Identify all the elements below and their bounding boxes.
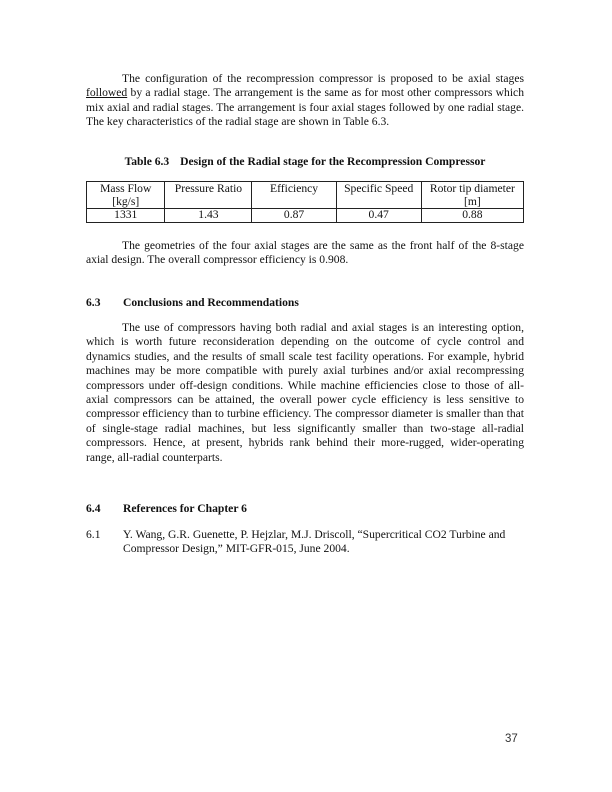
header-unit: [kg/s] [112,194,140,208]
header-pressure-ratio [165,182,252,209]
page-number: 37 [505,733,518,745]
header-mass-flow [87,182,165,209]
header-efficiency [252,182,336,209]
intro-paragraph [86,72,524,130]
cell-efficiency: 0.87 [252,209,336,223]
header-label: Pressure Ratio [174,182,243,195]
table-header-row [87,182,524,209]
intro-text-end: by a radial stage. The arrangement is the same as for most other compressors which mix axial and radial stages. The arrangement is four axial stages followed by one radial stage. The key characteristics of the radial stage are shown in Table 6.3. [86,86,524,129]
document-page [86,72,524,556]
conclusions-paragraph: The use of compressors having both radial and axial stages is an interesting option, which is worth future reconsideration depending on the outcome of cycle control and dynamics studies, and the results of small scale test facility operations. For example, hybrid machines may be more compatible with purely axial turbines and/or axial recompressing compressors under off-design conditions. While machine efficiencies close to those of all-axial compressors can be attained, the overall power cycle efficiency is less sensitive to compressor efficiency than to turbine efficiency. The compressor diameter is smaller than that of single-stage radial machines, but less significantly smaller than two-stage all-radial compressors. Hence, at present, hybrids rank behind their more-rugged, wider-operating range, all-radial counterparts. [86,321,524,464]
table-number: Table 6.3 [124,155,170,168]
section-number: 6.3 [86,296,101,309]
radial-stage-table [86,181,524,223]
header-label: Rotor tip diameter [429,182,515,195]
header-label: Mass Flow [100,182,152,195]
header-label: Specific Speed [344,182,414,195]
section-title: References for Chapter 6 [123,502,247,515]
section-title: Conclusions and Recommendations [123,296,299,309]
geometry-paragraph: The geometries of the four axial stages are the same as the front half of the 8-stage axial design. The overall compressor efficiency is 0.908. [86,239,524,267]
table-title: Design of the Radial stage for the Recompression Compressor [180,155,486,168]
reference-text: Y. Wang, G.R. Guenette, P. Hejzlar, M.J. Driscoll, “Supercritical CO2 Turbine and Compressor Design,” MIT-GFR-015, June 2004. [123,528,506,556]
cell-rotor-tip-diameter: 0.88 [421,209,523,223]
header-label: Efficiency [270,182,319,195]
cell-specific-speed: 0.47 [336,209,421,223]
underlined-word: followed [86,86,128,100]
header-specific-speed [336,182,421,209]
table-row [87,209,524,223]
table-caption [86,155,524,168]
cell-mass-flow: 1331 [87,209,165,223]
intro-text-start: The configuration of the recompression compressor is proposed to be axial stages [122,72,524,85]
cell-pressure-ratio: 1.43 [165,209,252,223]
reference-number: 6.1 [86,528,101,541]
header-unit: [m] [463,194,481,208]
header-rotor-tip-diameter [421,182,523,209]
section-number: 6.4 [86,502,101,515]
reference-item [86,528,524,557]
